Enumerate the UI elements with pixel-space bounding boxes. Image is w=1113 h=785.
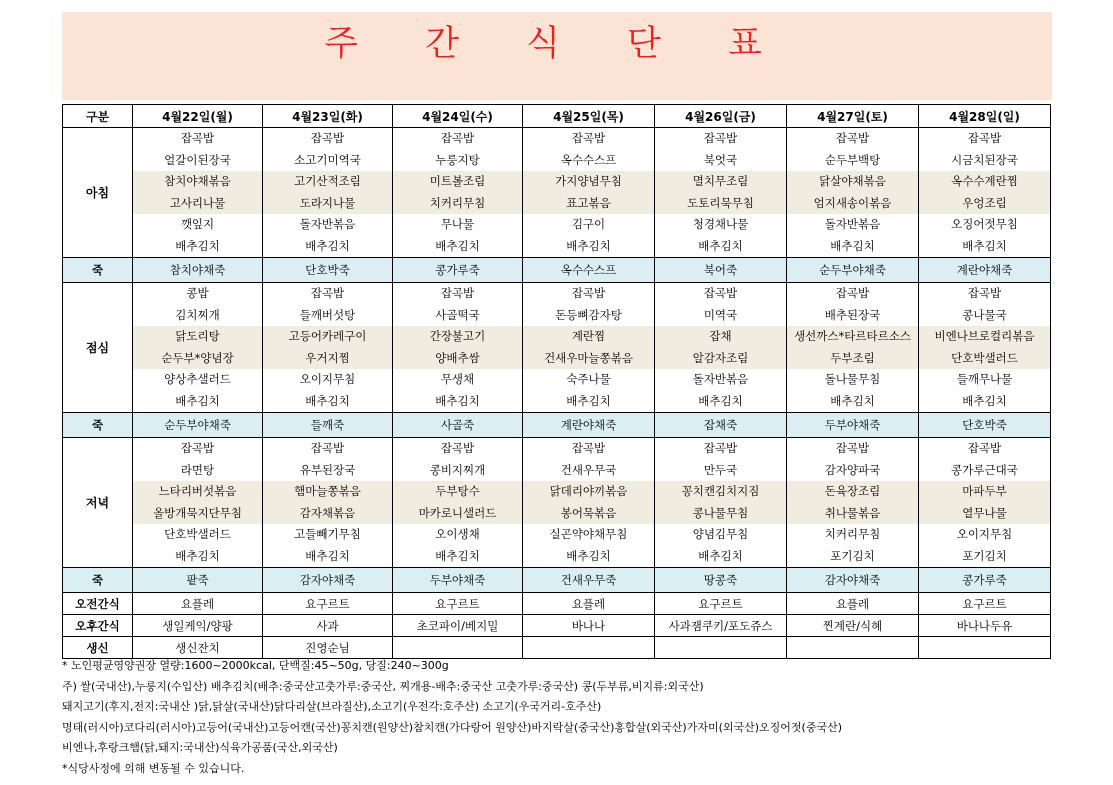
menu-item: 배추김치: [566, 238, 611, 253]
am-snack-cell: 요구르트: [263, 593, 393, 615]
menu-item: 포기김치: [830, 548, 875, 563]
porridge-cell: 사골죽: [393, 413, 523, 438]
porridge-cell: 단호박죽: [263, 258, 393, 283]
menu-item: 닭데리야끼볶음: [523, 481, 654, 503]
porridge-cell: 북어죽: [655, 258, 787, 283]
am-snack-cell: 요플레: [787, 593, 919, 615]
breakfast-day-cell: [133, 128, 263, 258]
menu-item: 배추김치: [435, 548, 480, 563]
am-snack-cell: 요플레: [523, 593, 655, 615]
header-day: 4월22일(월): [133, 105, 263, 128]
menu-item: 잡곡밥: [310, 286, 345, 300]
menu-item: 돌자반볶음: [299, 217, 356, 231]
breakfast-day-cell: [919, 128, 1051, 258]
menu-item: 양념김무침: [692, 527, 749, 541]
menu-item: 배추김치: [698, 393, 743, 408]
lunch-day-cell: [263, 283, 393, 413]
menu-item: 비엔나브로컬리볶음: [919, 326, 1050, 348]
porridge-row: [63, 258, 1051, 283]
menu-table: [62, 104, 1051, 659]
menu-item: 북엇국: [703, 152, 738, 167]
menu-item: 단호박샐러드: [164, 527, 231, 541]
dinner-label: 저녁: [63, 438, 133, 568]
dinner-day-cell: [523, 438, 655, 568]
menu-item: 잡곡밥: [180, 441, 215, 455]
menu-item: 고기산적조림: [263, 171, 392, 193]
menu-item: 두부탕수: [393, 481, 522, 503]
menu-item: 잡곡밥: [440, 286, 475, 300]
menu-item: 고사리나물: [133, 193, 262, 215]
menu-item: 잡채: [655, 326, 786, 348]
menu-item: 감자채볶음: [263, 503, 392, 525]
lunch-day-cell: [919, 283, 1051, 413]
menu-item: 김치찌개: [175, 307, 220, 322]
menu-item: 참치야채볶음: [133, 171, 262, 193]
porridge-cell: 순두부야채죽: [133, 413, 263, 438]
menu-item: 돌자반볶음: [692, 372, 749, 386]
pm-snack-label: 오후간식: [63, 615, 133, 637]
menu-item: 배추김치: [566, 393, 611, 408]
am-snack-row: [63, 593, 1051, 615]
menu-item: 배추김치: [962, 238, 1007, 253]
menu-item: 가지양념무침: [523, 171, 654, 193]
dinner-day-cell: [263, 438, 393, 568]
porridge-cell: 땅콩죽: [655, 568, 787, 593]
menu-item: 배추김치: [305, 548, 350, 563]
dinner-day-cell: [655, 438, 787, 568]
menu-item: 도라지나물: [263, 193, 392, 215]
menu-item: 오징어젓무침: [951, 217, 1018, 231]
menu-item: 잡곡밥: [571, 286, 606, 300]
porridge-cell: 두부야채죽: [787, 413, 919, 438]
menu-item: 청경채나물: [692, 217, 749, 231]
menu-item: 콩밥: [186, 286, 209, 300]
footnote-line: 돼지고기(후지,전지:국내산 )닭,닭살(국내산)닭다리살(브라질산),소고기(우전각:호주산) 소고기(우국거리-호주산): [62, 700, 602, 713]
menu-item: 잡곡밥: [440, 441, 475, 455]
lunch-day-cell: [393, 283, 523, 413]
dinner-day-cell: [787, 438, 919, 568]
dinner-row: [63, 438, 1051, 568]
header-day: 4월24일(수): [393, 105, 523, 128]
menu-item: 배추김치: [962, 393, 1007, 408]
menu-item: 엄지새송이볶음: [787, 193, 918, 215]
porridge-cell: 건새우무죽: [523, 568, 655, 593]
menu-item: 닭도리탕: [133, 326, 262, 348]
footnote-line: 명태(러시아)코다리(러시아)고등어(국내산)고등어캔(국산)꽁치캔(원양산)참치캔(가다랑어 원양산)바지락살(중국산)홍합살(외국산)가자미(외국산)오징어젓(중국산): [62, 720, 843, 734]
menu-item: 오이지무침: [299, 372, 356, 386]
menu-item: 잡곡밥: [180, 131, 215, 145]
menu-item: 라면탕: [180, 462, 215, 477]
am-snack-label: 오전간식: [63, 593, 133, 615]
dinner-day-cell: [393, 438, 523, 568]
menu-item: 치커리무침: [393, 193, 522, 215]
header-row: [63, 105, 1051, 128]
menu-item: 만두국: [703, 462, 738, 477]
menu-item: 양배추쌈: [393, 348, 522, 370]
menu-item: 잡곡밥: [440, 131, 475, 145]
menu-item: 우엉조림: [919, 193, 1050, 215]
menu-item: 고등어카레구이: [263, 326, 392, 348]
footnote-line: 비엔나,후랑크햄(닭,돼지:국내산)식육가공품(국산,외국산): [62, 741, 338, 754]
menu-item: 잡곡밥: [703, 441, 738, 455]
pm-snack-cell: 찐계란/식혜: [787, 615, 919, 637]
birthday-label: 생신: [63, 637, 133, 659]
menu-item: 누룽지탕: [435, 152, 480, 167]
menu-item: 열무나물: [919, 503, 1050, 525]
dinner-day-cell: [133, 438, 263, 568]
menu-item: 잡곡밥: [967, 286, 1002, 300]
menu-item: 간장불고기: [393, 326, 522, 348]
pm-snack-cell: 사과: [263, 615, 393, 637]
pm-snack-cell: 생일케익/양팡: [133, 615, 263, 637]
menu-item: 단호박샐러드: [919, 348, 1050, 370]
porridge-label: 죽: [63, 568, 133, 593]
menu-item: 오이생채: [435, 527, 480, 541]
menu-item: 배추김치: [175, 548, 220, 563]
menu-item: 콩비지찌개: [429, 462, 486, 477]
porridge-row: [63, 568, 1051, 593]
menu-item: 잡곡밥: [835, 131, 870, 145]
menu-item: 옥수수스프: [560, 152, 617, 167]
menu-item: 치커리무침: [824, 527, 881, 541]
menu-item: 무나물: [440, 217, 475, 231]
menu-item: 고들빼기무침: [294, 527, 361, 541]
menu-item: 잡곡밥: [310, 131, 345, 145]
porridge-cell: 두부야채죽: [393, 568, 523, 593]
menu-item: 닭살야채볶음: [787, 171, 918, 193]
menu-item: 콩나물무침: [655, 503, 786, 525]
lunch-day-cell: [655, 283, 787, 413]
menu-item: 숙주나물: [566, 372, 611, 386]
pm-snack-cell: 사과잼쿠키/포도쥬스: [655, 615, 787, 637]
menu-item: 배추김치: [566, 548, 611, 563]
menu-item: 마파두부: [919, 481, 1050, 503]
pm-snack-cell: 바나나: [523, 615, 655, 637]
porridge-cell: 감자야채죽: [787, 568, 919, 593]
menu-item: 잡곡밥: [703, 286, 738, 300]
menu-item: 미트볼조림: [393, 171, 522, 193]
menu-item: 포기김치: [962, 548, 1007, 563]
am-snack-cell: 요구르트: [393, 593, 523, 615]
menu-item: 배추김치: [830, 238, 875, 253]
menu-item: 소고기미역국: [294, 152, 361, 167]
menu-item: 배추김치: [175, 393, 220, 408]
menu-item: 봉어묵볶음: [523, 503, 654, 525]
pm-snack-row: [63, 615, 1051, 637]
menu-item: 시금치된장국: [951, 152, 1018, 167]
porridge-cell: 잡채죽: [655, 413, 787, 438]
menu-item: 배추김치: [830, 393, 875, 408]
porridge-cell: 단호박죽: [919, 413, 1051, 438]
birthday-cell: 진영순님: [263, 637, 393, 659]
menu-item: 잡곡밥: [571, 131, 606, 145]
menu-item: 꽁치캔김치지짐: [655, 481, 786, 503]
lunch-row: [63, 283, 1051, 413]
porridge-cell: 들깨죽: [263, 413, 393, 438]
menu-item: 도토리묵무침: [655, 193, 786, 215]
lunch-label: 점심: [63, 283, 133, 413]
porridge-cell: 콩가루죽: [919, 568, 1051, 593]
menu-item: 배추김치: [698, 548, 743, 563]
menu-item: 건새우무국: [560, 462, 617, 477]
header-day: 4월27일(토): [787, 105, 919, 128]
header-day: 4월25일(목): [523, 105, 655, 128]
menu-item: 잡곡밥: [835, 441, 870, 455]
breakfast-day-cell: [263, 128, 393, 258]
porridge-cell: 계란야채죽: [919, 258, 1051, 283]
menu-item: 배추김치: [698, 238, 743, 253]
menu-item: 무생채: [440, 372, 475, 386]
menu-item: 배추김치: [435, 393, 480, 408]
menu-item: 잡곡밥: [967, 441, 1002, 455]
menu-item: 두부조림: [787, 348, 918, 370]
menu-item: 돈육장조림: [787, 481, 918, 503]
menu-item: 순두부백탕: [824, 152, 881, 167]
menu-item: 표고볶음: [523, 193, 654, 215]
menu-item: 옥수수계란찜: [919, 171, 1050, 193]
title-band: [62, 12, 1052, 100]
menu-item: 콩나물국: [962, 307, 1007, 322]
breakfast-day-cell: [393, 128, 523, 258]
pm-snack-cell: 초코파이/베지밀: [393, 615, 523, 637]
menu-item: 배추김치: [435, 238, 480, 253]
porridge-label: 죽: [63, 413, 133, 438]
menu-item: 계란찜: [523, 326, 654, 348]
menu-item: 올방개묵지단무침: [133, 503, 262, 525]
porridge-cell: 계란야채죽: [523, 413, 655, 438]
footnotes: [62, 656, 842, 779]
lunch-day-cell: [133, 283, 263, 413]
dinner-day-cell: [919, 438, 1051, 568]
footnote-line: *식당사정에 의해 변동될 수 있습니다.: [62, 761, 245, 775]
porridge-cell: 참치야채죽: [133, 258, 263, 283]
menu-item: 잡곡밥: [703, 131, 738, 145]
header-day: 4월23일(화): [263, 105, 393, 128]
menu-item: 깻잎지: [180, 217, 215, 231]
birthday-cell: 생신잔치: [133, 637, 263, 659]
birthday-cell: [919, 637, 1051, 659]
menu-item: 유부된장국: [299, 462, 356, 477]
menu-item: 생선까스*타르타르소스: [787, 326, 918, 348]
header-day: 4월28일(일): [919, 105, 1051, 128]
porridge-row: [63, 413, 1051, 438]
menu-item: 멸치무조림: [655, 171, 786, 193]
porridge-cell: 순두부야채죽: [787, 258, 919, 283]
menu-item: 배추김치: [305, 238, 350, 253]
breakfast-day-cell: [523, 128, 655, 258]
menu-item: 배추김치: [175, 238, 220, 253]
header-category: 구분: [63, 105, 133, 128]
menu-item: 돌자반볶음: [824, 217, 881, 231]
footnote-line: 주) 쌀(국내산),누룽지(수입산) 배추김치(배추:중국산고춧가루:중국산, 찌개용-배추:중국산 고춧가루:중국산) 콩(두부류,비지류:외국산): [62, 679, 704, 693]
menu-item: 들깨무나물: [956, 372, 1013, 386]
menu-item: 콩가루근대국: [951, 462, 1018, 477]
footnote-line: * 노인평균영양권장 열량:1600~2000kcal, 단백질:45~50g, 당질:240~300g: [62, 659, 449, 672]
menu-item: 실곤약야채무침: [549, 527, 628, 541]
menu-item: 돈등뼈감자탕: [555, 307, 622, 322]
menu-item: 알감자조림: [655, 348, 786, 370]
am-snack-cell: 요구르트: [919, 593, 1051, 615]
menu-item: 느타리버섯볶음: [133, 481, 262, 503]
header-day: 4월26일(금): [655, 105, 787, 128]
breakfast-day-cell: [655, 128, 787, 258]
pm-snack-cell: 바나나두유: [919, 615, 1051, 637]
breakfast-row: [63, 128, 1051, 258]
menu-item: 잡곡밥: [310, 441, 345, 455]
menu-item: 취나물볶음: [787, 503, 918, 525]
porridge-cell: 감자야채죽: [263, 568, 393, 593]
porridge-cell: 콩가루죽: [393, 258, 523, 283]
menu-item: 잡곡밥: [967, 131, 1002, 145]
menu-item: 오이지무침: [956, 527, 1013, 541]
menu-item: 사골떡국: [435, 307, 480, 322]
breakfast-day-cell: [787, 128, 919, 258]
menu-item: 건새우마늘쫑볶음: [523, 348, 654, 370]
menu-item: 들깨버섯탕: [299, 307, 356, 322]
lunch-day-cell: [787, 283, 919, 413]
am-snack-cell: 요구르트: [655, 593, 787, 615]
menu-item: 순두부*양념장: [133, 348, 262, 370]
menu-item: 얼갈이된장국: [164, 152, 231, 167]
menu-item: 배추된장국: [824, 307, 881, 322]
porridge-cell: 옥수수스프: [523, 258, 655, 283]
menu-item: 잡곡밥: [835, 286, 870, 300]
lunch-day-cell: [523, 283, 655, 413]
menu-item: 배추김치: [305, 393, 350, 408]
porridge-cell: 팥죽: [133, 568, 263, 593]
porridge-label: 죽: [63, 258, 133, 283]
am-snack-cell: 요플레: [133, 593, 263, 615]
menu-item: 마카로니샐러드: [393, 503, 522, 525]
menu-item: 감자양파국: [824, 462, 881, 477]
menu-item: 잡곡밥: [571, 441, 606, 455]
menu-item: 돌나물무침: [824, 372, 881, 386]
menu-item: 미역국: [703, 307, 738, 322]
page-title: 주 간 식 단 표: [324, 24, 790, 64]
menu-item: 양상추샐러드: [164, 372, 231, 386]
breakfast-label: 아침: [63, 128, 133, 258]
menu-item: 햄마늘쫑볶음: [263, 481, 392, 503]
menu-item: 김구이: [571, 217, 606, 231]
menu-item: 우거지찜: [263, 348, 392, 370]
